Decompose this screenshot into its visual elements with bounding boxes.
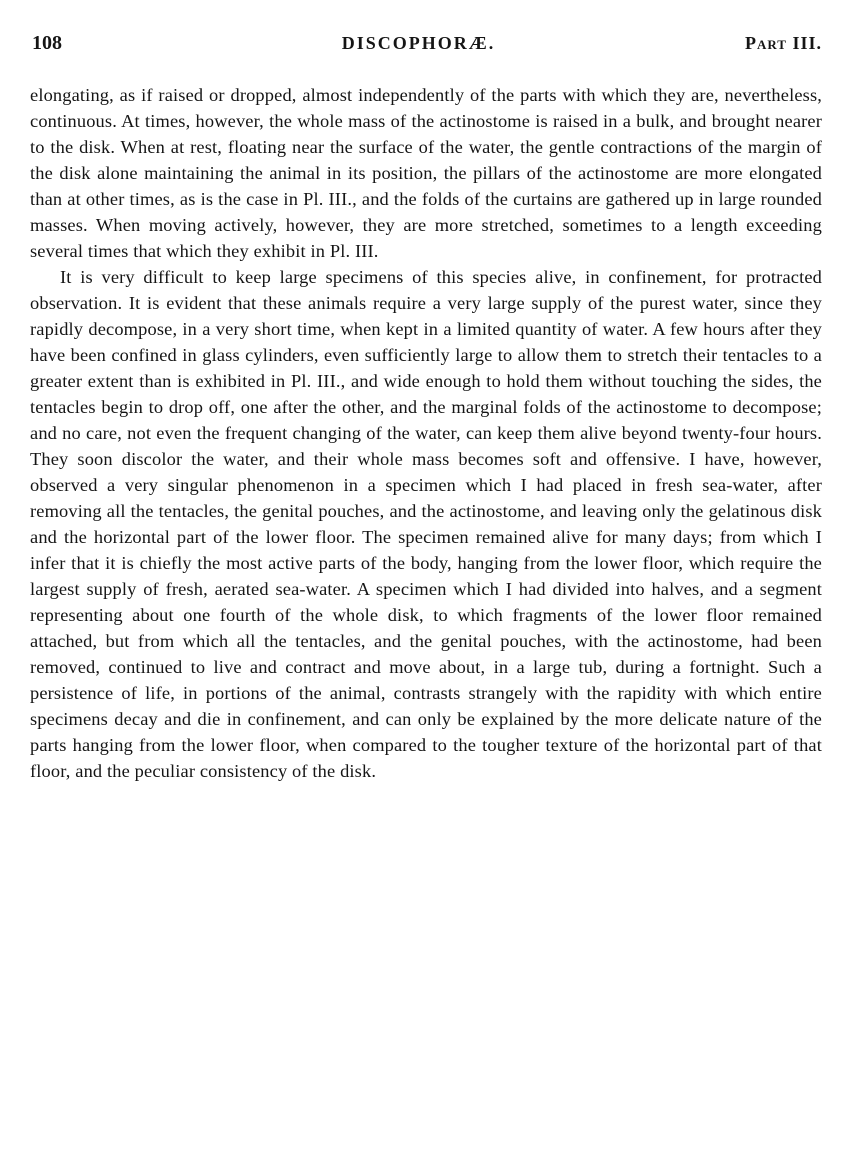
- paragraph-specimens: It is very difficult to keep large specimens of this species alive, in confinement, for protracted observation. It is evident that these animals require a very large supply of the purest water, since they rapidly decompose, in a very short time, when kept in a limited quantity of water. A few hours after they have been confined in glass cylinders, even sufficiently large to allow them to stretch their tentacles to a greater extent than is exhibited in Pl. III., and wide enough to hold them without touching the sides, the tentacles begin to drop off, one after the other, and the marginal folds of the actinostome to decompose; and no care, not even the frequent changing of the water, can keep them alive beyond twenty-four hours. They soon discolor the water, and their whole mass becomes soft and offensive. I have, however, observed a very singular phenomenon in a specimen which I had placed in fresh sea-water, after removing all the tentacles, the genital pouches, and the actinostome, and leaving only the gelatinous disk and the horizontal part of the lower floor. The specimen remained alive for many days; from which I infer that it is chiefly the most active parts of the body, hanging from the lower floor, which require the largest supply of fresh, aerated sea-water. A specimen which I had divided into halves, and a segment representing about one fourth of the whole disk, to which fragments of the lower floor remained attached, but from which all the tentacles, and the genital pouches, with the actinostome, had been removed, continued to live and contract and move about, in a large tub, during a fortnight. Such a persistence of life, in portions of the animal, contrasts strangely with the rapidity with which entire specimens decay and die in confinement, and can only be explained by the more delicate nature of the parts hanging from the lower floor, when compared to the tougher texture of the horizontal part of that floor, and the peculiar consistency of the disk.: [30, 267, 822, 781]
- page-number: 108: [32, 32, 62, 54]
- paragraph-continued: elongating, as if raised or dropped, almost independently of the parts with which they are, nevertheless, continuous. At times, however, the whole mass of the actinostome is raised in a bulk, and brought nearer to the disk. When at rest, floating near the surface of the water, the gentle contractions of the margin of the disk alone maintaining the animal in its position, the pillars of the actinostome are more elongated than at other times, as is the case in Pl. III., and the folds of the curtains are gathered up in large rounded masses. When moving actively, however, they are more stretched, sometimes to a length exceeding several times that which they exhibit in Pl. III.: [30, 85, 822, 261]
- book-page: [30, 32, 822, 784]
- body-text: [30, 82, 822, 784]
- part-label: Part III.: [744, 33, 822, 53]
- running-title: DISCOPHORÆ.: [341, 33, 496, 53]
- running-head: [30, 32, 822, 62]
